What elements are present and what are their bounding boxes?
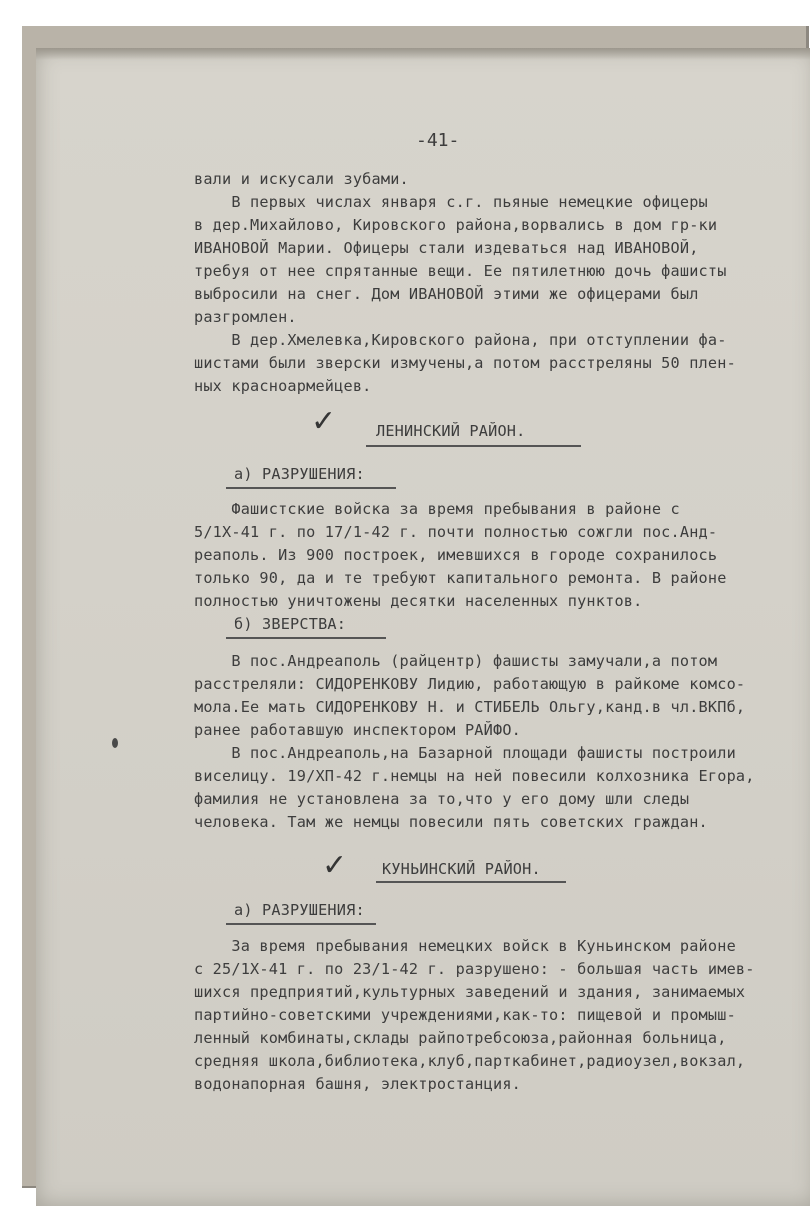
text-line: с 25/1Х-41 г. по 23/1-42 г. разрушено: - большая часть имев- xyxy=(194,960,755,978)
ink-blot xyxy=(112,738,118,748)
subsection-heading: а) РАЗРУШЕНИЯ: xyxy=(234,901,365,919)
text-line: В первых числах января с.г. пьяные немецкие офицеры xyxy=(194,193,708,211)
heading-underline xyxy=(366,445,581,447)
subheading-underline xyxy=(226,637,386,639)
text-line: требуя от нее спрятанные вещи. Ее пятилетнюю дочь фашисты xyxy=(194,262,727,280)
checkmark-icon: ✓ xyxy=(322,848,348,883)
text-line: виселицу. 19/ХП-42 г.немцы на ней повесили колхозника Егора, xyxy=(194,767,755,785)
text-line: В пос.Андреаполь (райцентр) фашисты замучали,а потом xyxy=(194,652,718,670)
text-line: ных красноармейцев. xyxy=(194,377,372,395)
text-line: человека. Там же немцы повесили пять советских граждан. xyxy=(194,813,708,831)
subheading-underline xyxy=(226,923,376,925)
text-line: Фашистские войска за время пребывания в районе с xyxy=(194,500,680,518)
checkmark-icon: ✓ xyxy=(311,404,337,439)
heading-underline xyxy=(376,881,566,883)
text-line: шихся предприятий,культурных заведений и здания, занимаемых xyxy=(194,983,746,1001)
text-line: ленный комбинаты,склады райпотребсоюза,районная больница, xyxy=(194,1029,727,1047)
section-heading: ЛЕНИНСКИЙ РАЙОН. xyxy=(376,422,526,440)
text-line: ИВАНОВОЙ Марии. Офицеры стали издеваться над ИВАНОВОЙ, xyxy=(194,239,699,257)
text-line: шистами были зверски измучены,а потом расстреляны 50 плен- xyxy=(194,354,736,372)
text-line: фамилия не установлена за то,что у его дому шли следы xyxy=(194,790,690,808)
text-line: мола.Ее мать СИДОРЕНКОВУ Н. и СТИБЕЛЬ Ольгу,канд.в чл.ВКПб, xyxy=(194,698,746,716)
text-line: водонапорная башня, электростанция. xyxy=(194,1075,522,1093)
text-line: разгромлен. xyxy=(194,308,297,326)
subsection-heading: а) РАЗРУШЕНИЯ: xyxy=(234,465,365,483)
text-line: только 90, да и те требуют капитального ремонта. В районе xyxy=(194,569,727,587)
text-line: полностью уничтожены десятки населенных пунктов. xyxy=(194,592,643,610)
text-line: реаполь. Из 900 построек, имевшихся в городе сохранилось xyxy=(194,546,718,564)
page-stack xyxy=(22,26,809,1188)
text-line: расстреляли: СИДОРЕНКОВУ Лидию, работающую в райкоме комсо- xyxy=(194,675,746,693)
document-page xyxy=(36,48,810,1206)
text-line: средняя школа,библиотека,клуб,парткабинет,радиоузел,вокзал, xyxy=(194,1052,746,1070)
text-line: выбросили на снег. Дом ИВАНОВОЙ этими же офицерами был xyxy=(194,285,699,303)
text-line: В пос.Андреаполь,на Базарной площади фашисты построили xyxy=(194,744,736,762)
text-line: За время пребывания немецких войск в Куньинском районе xyxy=(194,937,736,955)
text-line: вали и искусали зубами. xyxy=(194,170,409,188)
text-line: В дер.Хмелевка,Кировского района, при отступлении фа- xyxy=(194,331,727,349)
page-number: -41- xyxy=(416,130,460,151)
section-heading: КУНЬИНСКИЙ РАЙОН. xyxy=(382,860,541,878)
text-line: в дер.Михайлово, Кировского района,ворвались в дом гр-ки xyxy=(194,216,718,234)
text-line: партийно-советскими учреждениями,как-то: пищевой и промыш- xyxy=(194,1006,736,1024)
subsection-heading: б) ЗВЕРСТВА: xyxy=(234,615,347,633)
text-line: ранее работавшую инспектором РАЙФО. xyxy=(194,721,522,739)
text-line: 5/1Х-41 г. по 17/1-42 г. почти полностью сожгли пос.Анд- xyxy=(194,523,718,541)
subheading-underline xyxy=(226,487,396,489)
